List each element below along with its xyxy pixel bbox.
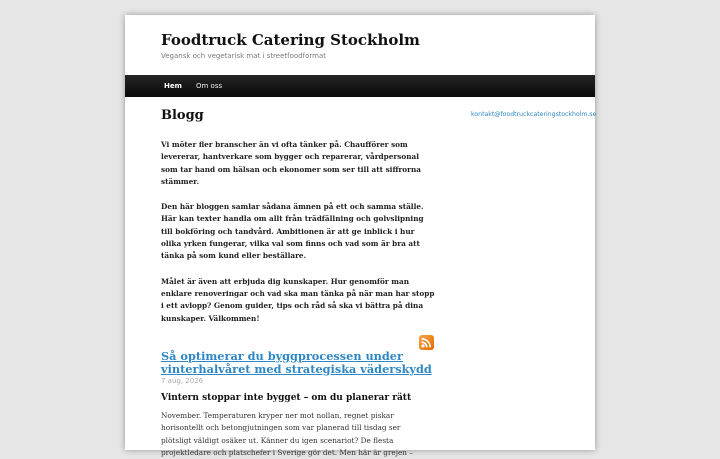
page-title: Blogg bbox=[161, 108, 204, 123]
site-branding bbox=[161, 29, 581, 60]
post-excerpt: November. Temperaturen kryper ner mot nollan, regnet piskar horisontellt och betongjutningen som var planerad till tisdag ser plötsligt väldigt osäker ut. Känner du igen scenariot? De flesta projektledare och platschefer i Sverige gör det. Men här är grejen – bbox=[161, 411, 413, 457]
main-navigation bbox=[125, 75, 595, 97]
intro-paragraph: Vi möter fler branscher än vi ofta tänker på. Chaufförer som levererar, hantverkare som bygger och reparerar, vårdpersonal som tar hand om hälsan och ekonomer som ser till att siffrorna stämmer. bbox=[161, 140, 422, 186]
nav-item-hem[interactable]: Hem bbox=[164, 82, 182, 90]
site-title[interactable]: Foodtruck Catering Stockholm bbox=[161, 31, 420, 49]
rss-icon[interactable] bbox=[419, 335, 434, 350]
post-date: 7 aug, 2026 bbox=[161, 377, 204, 385]
post-subheading: Vintern stoppar inte bygget – om du planerar rätt bbox=[161, 393, 412, 403]
page-container bbox=[125, 15, 597, 457]
intro-paragraph: Målet är även att erbjuda dig kunskaper. Hur genomför man enklare renoveringar och vad ska man tänka på när man har stopp i ett avlopp? Genom guider, tips och råd så ska vi bättra på dina kunskaper. Välkommen! bbox=[161, 276, 435, 323]
intro-paragraph: Den här bloggen samlar sådana ämnen på ett och samma ställe. Här kan texter handla om allt från trädfällning och golvslipning till bokföring och tandvård. Ambitionen är att ge inblick i hur olika yrken fungerar, vilka val som finns och vad som är bra att tänka på som kund eller beställare. bbox=[161, 202, 424, 261]
site-description: Vegansk och vegetarisk mat i streetfoodformat bbox=[161, 52, 326, 60]
blog-post bbox=[161, 350, 451, 459]
contact-email-link[interactable]: kontakt@foodtruckcateringstockholm.se bbox=[471, 111, 597, 118]
post-title-link[interactable]: Så optimerar du byggprocessen under vinterhalvåret med strategiska väderskydd bbox=[161, 349, 432, 376]
main-content bbox=[161, 107, 435, 338]
nav-item-om-oss[interactable]: Om oss bbox=[196, 82, 223, 90]
